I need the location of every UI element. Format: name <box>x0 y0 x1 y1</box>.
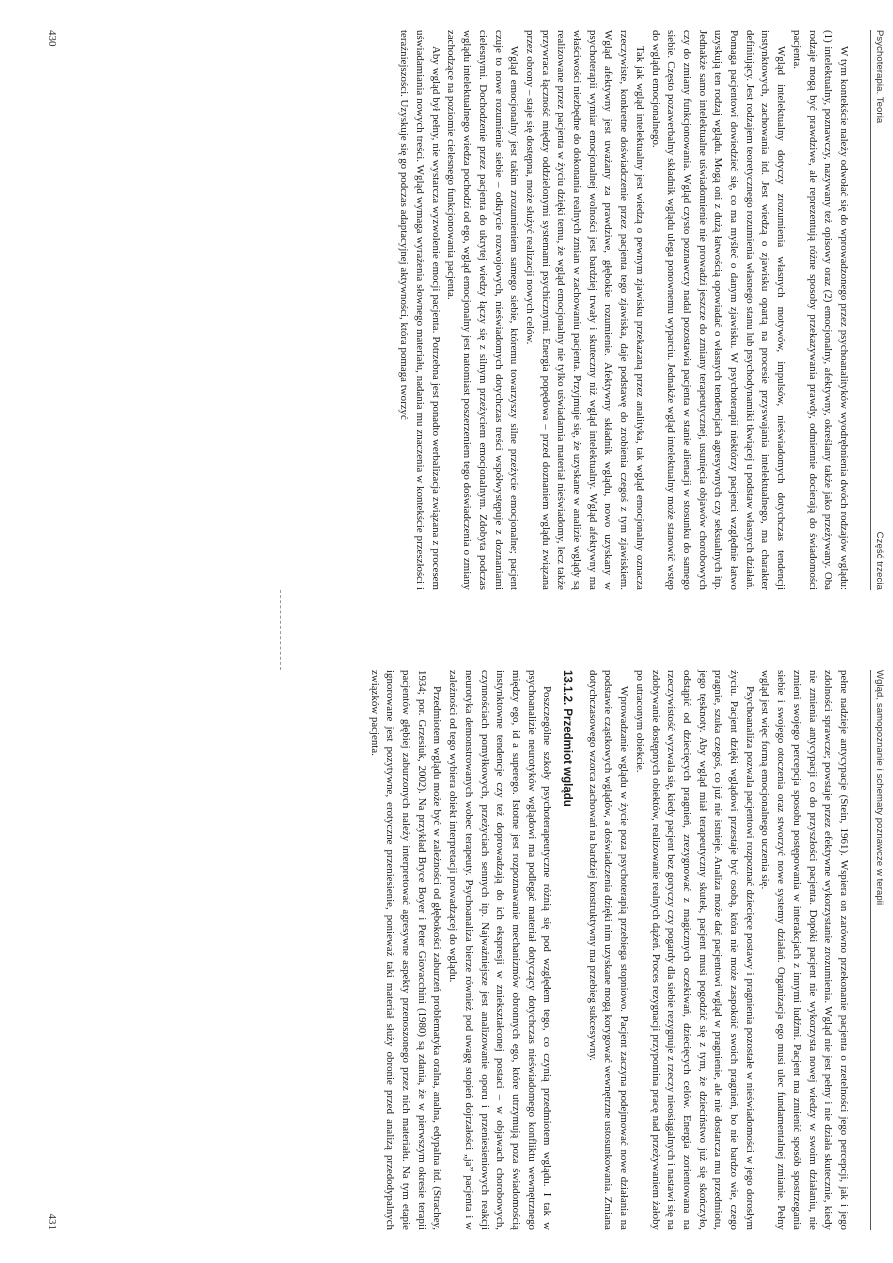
paragraph: Tak jak wgląd intelektualny jest wiedzą o pewnym zjawisku przekazaną przez analityka, tak wgląd emocjonalny oznacza rzeczywiste, konkretne doświadczenie przez pacjenta tego zjawiska, daje podstawę do zrobienia czegoś z tym zjawiskiem. Wgląd afektywny jest uważany za prawdziwe, głębokie rozumienie. Afektywny składnik wglądu, nowo uzyskany w psychoterapii wymiar emocjonalnej wolności jest bardziej trwały i skuteczny niż wgląd intelektualny. Wgląd afektywny ma właściwości niezbędne do dokonania realnych zmian w zachowaniu pacjenta. Przyjmuje się, że uzyskane w analizie wglądy są realizowane przez pacjenta w życiu dzięki temu, że wgląd emocjonalny nie tylko uświadamia materiał nieświadomy, lecz także przywraca łączność między oddzielonymi systemami psychicznymi. Energia popędowa – przed doznaniem wglądu związana przez obrony – staje się dostępna, może służyć realizacji nowych celów. <box>523 30 646 590</box>
page-number-right: 431 <box>46 1213 58 1230</box>
paragraph: Wgląd emocjonalny jest takim zrozumieniem samego siebie, któremu towarzyszy silne przeżycie emocjonalne; pacjent czuje to nowe rozumienie siebie – odkrycie rozwojowych, nieświadomych dotychczas treści współwystępuje z doznaniami cielesnymi. Dochodzenie przez pacjenta do ukrytej wiedzy łączy się z silnym przeżyciem emocjonalnym. Zdobyta podczas wglądu intelektualnego wiedza pochodzi od ego, wgląd emocjonalny jest natomiast poszerzeniem tego doświadczenia o zmiany zachodzące na poziomie cielesnego funkcjonowania pacjenta. <box>445 30 521 590</box>
running-head-part: Część trzecia <box>874 531 885 590</box>
paragraph: Poszczególne szkoły psychoterapeutyczne różnią się pod względem tego, co czynią przedmiotem wglądu. I tak w psychoanalizie neurotyków wglądowi ma podlegać materiał dotyczący dotychczas nieświadomego konfliktu wewnętrznego między ego, id a superego. Istotne jest rozpoznawanie mechanizmów obronnych ego, które utrzymują poza świadomością instynktowne tendencje czy też doprowadzają do ich ekspresji w zniekształconej postaci – w objawach chorobowych, czynnościach pomyłkowych, przeżyciach sennych itp. Najważniejsze jest analizowanie oporu i przeniesieniowych reakcji neurotyka demonstrowanych wobec terapeuty. Psychoanaliza bierze również pod uwagę stopień dojrzałości „ja” pacjenta i w zależności od tego wybiera obiekt interpretacji prowadzącej do wglądu. <box>447 670 554 1230</box>
right-page <box>0 670 893 1230</box>
paragraph: Psychoanaliza pozwala pacjentowi rozpoznać dziecięce postawy i pragnienia pozostałe w nieświadomości w jego dorosłym życiu. Pacjent dzięki wglądowi przestaje być osobą, która nie może zaspokoić swoich pragnień, bo nie bardzo wie, czego pragnie, szuka czegoś, co już nie istnieje. Analiza może dać pacjentowi wgląd w pragnienie, ale nie dostarcza mu przedmiotu, jego tęsknoty. Aby wgląd miał terapeutyczny skutek, pacjent musi pogodzić się z tym, że dzieciństwo już się skończyło, odstąpić od dziecięcych pragnień, zrezygnować z magicznych oczekiwań, dziecięcych celów. Energia zorientowana na rzeczywistość wyzwala się, kiedy pacjent bez goryczy czy pogardy dla siebie rezygnuje z rzeczy nieosiągalnych i nastawi się na zdobywanie dostępnych obiektów, realizowanie realnych dążeń. Proces rezygnacji przypomina pracę nad przeżywaniem żałoby po utraconym obiekcie. <box>633 670 756 1230</box>
running-head-right <box>870 670 885 1230</box>
paragraph: Wprowadzanie wglądu w życie poza psychoterapią przebiega stopniowo. Pacjent zaczyna podejmować nowe działania na podstawie cząstkowych wglądów, a doświadczenia dzięki nim uzyskane mogą korygować wewnętrzne ustosunkowania. Zmiana dotychczasowego wzorca zachowań na bardziej konstruktywny ma przebieg sukcesywny. <box>586 670 631 1230</box>
paragraph: W tym kontekście należy odwołać się do wprowadzonego przez psychoanalityków wyodrębnienia dwóch rodzajów wglądu: (1) intelektualny, poznawczy, nazywany też opisowy oraz (2) emocjonalny, afektywny, określany także jako przeżywany. Oba rodzaje mogą być prawdziwe, ale reprezentują różne sposoby przekazywania prawdy, odmiennie docierają do świadomości pacjenta. <box>790 30 850 590</box>
paragraph: pełne nadzieje antycypacje (Stein, 1961). Wspiera on zarówno przekonanie pacjenta o rzetelności jego percepcji, jak i jego zdolności sprawcze; powstaje przez efektywne wykorzystanie zrozumienia. Wgląd nie jest pełny i nie działa skutecznie, kiedy nie zmienia antycypacji co do przyszłości pacjenta. Dopóki pacjent nie wykorzysta nowej wiedzy w swoim działaniu, nie zmieni swojego percepcja sposobu postępowania w interakcjach z innymi ludźmi. Pacjent ma zmienić sposób spostrzegania siebie i swojego otoczenia oraz stworzyć nowe systemy działań. Organizacja ego musi ulec fundamentalnej zmianie. Pełny wgląd jest więc formą emocjonalnego uczenia się. <box>759 670 850 1230</box>
paragraph: Aby wgląd był pełny, nie wystarcza wyzwolenie emocji pacjenta. Potrzebna jest ponadto werbalizacja związana z procesem uświadamiania nowych treści. Wgląd wymaga wyrażenia słownego materiału, nadania mu znaczenia w kontekście przeszłości i teraźniejszości. Uzyskuje się go podczas adaptacyjnej aktywności, która pomaga tworzyć <box>398 30 442 590</box>
gutter-divider <box>279 590 281 670</box>
running-head-title: Psychoterapia. Teoria <box>874 30 885 124</box>
left-page <box>0 30 893 590</box>
paragraph: Wgląd intelektualny dotyczy zrozumienia własnych motywów, impulsów, nieświadomych dotychczas tendencji instynktowych, zachowania itd. Jest wiedzą o zjawisku opartą na procesie przyswajania intelektualnego, ma charakter definiujący. Jest rodzajem teoretycznego rozumienia własnego stanu lub psychodynamiki tkwiącej u podstaw własnych działań. Pomaga pacjentowi dowiedzieć się, co ma myśleć o danym zjawisku. W psychoterapii niektórzy pacjenci względnie łatwo uzyskują ten rodzaj wglądu. Mogą oni z dużą łatwością opowiadać o własnych tendencjach agresywnych czy seksualnych itp. Jednakże samo intelektualne uświadomienie nie prowadzi jeszcze do zmiany terapeutycznej, usunięcia objawów chorobowych czy do zmiany funkcjonowania. Wgląd czysto poznawczy nadal pozostawia pacjenta w stanie alienacji w stosunku do samego siebie. Często pozawerbalny składnik wglądu ulega ponownemu wyparciu. Jednakże wgląd intelektualny może stanowić wstęp do wglądu emocjonalnego. <box>649 30 788 590</box>
running-head-left <box>870 30 885 590</box>
left-page-body <box>396 30 851 590</box>
paragraph: Przedmiotem wglądu może być w zależności od głębokości zaburzeń problematyka oralna, analna, edypalna itd. (Strachey, 1934; por. Grzesiuk, 2002). Na przykład Bryce Boyer i Peter Giovacchini (1980) są zdania, że w pierwszym okresie terapii pacjentów głębiej zaburzonych należy interpretować agresywne aspekty przenoszonego przez nich materiału. Na tym etapie ignorowane jest pozytywne, erotyczne przeniesienie, ponieważ taki materiał służy obronie przed analizą przedodypalnych związków pacjenta. <box>368 670 444 1230</box>
page-number-left: 430 <box>46 30 58 47</box>
section-heading: 13.1.2. Przedmiot wglądu <box>561 670 574 807</box>
right-page-body <box>366 670 851 1230</box>
running-head-chapter: Wgląd, samopoznanie i schematy poznawcze w terapii <box>874 670 885 906</box>
